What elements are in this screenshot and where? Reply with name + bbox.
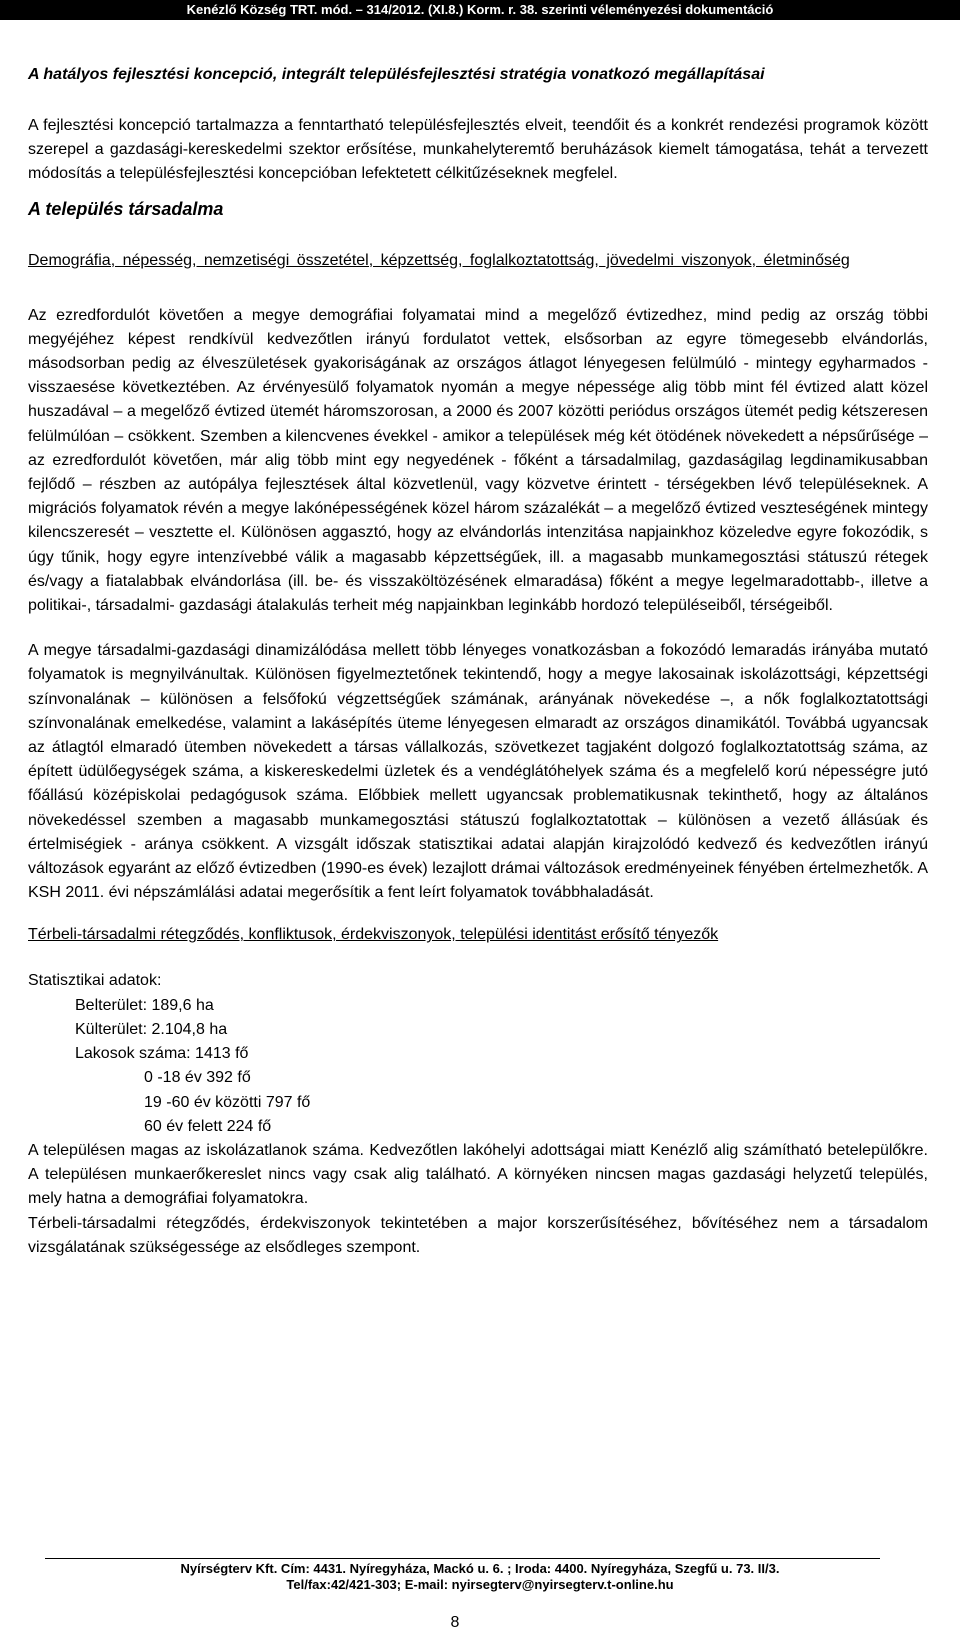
statistics-block [28, 969, 928, 1138]
demography-title: Demográfia, népesség, nemzetiségi összetétel, képzettség, foglalkoztatottság, jövedelmi viszonyok, életminőség [28, 251, 850, 269]
stat-age-60-plus: 60 év felett 224 fő [144, 1117, 272, 1135]
closing-paragraph-1: A településen magas az iskolázatlanok száma. Kedvezőtlen lakóhelyi adottságai miatt Kenézlő alig számítható betelepülőkre. A településen munkaerőkereslet nincs vagy csak alig található. A környéken nincsen magas gazdasági helyzetű település, mely hatna a demográfiai folyamatokra. [28, 1141, 928, 1208]
demography-paragraph-1: Az ezredfordulót követően a megye demográfiai folyamatai mind a megelőző évtizedhez, mind pedig az ország többi megyéjéhez képest rendkívül kedvezőtlen irányú fordulatot vettek, elsősorban az egyre tömegesebb elvándorlás, másodsorban pedig az élveszületések gyakoriságának az országos átlagot lényegesen felülmúló - mintegy egyharmados - visszaesése következtében. Az érvényesülő folyamatok nyomán a megye népessége alig több mint fél évtized alatt közel huszadával – a megelőző évtized ütemét háromszorosan, a 2000 és 2007 közötti periódus országos ütemét pedig kétszeresen felülmúlóan – csökkent. Szemben a kilencvenes évekkel - amikor a települések még két ötödének növekedett a népsűrűsége – az ezredfordulót követően, már alig több mint egy negyedének - főként a társadalmilag, gazdaságilag legdinamikusabban fejlődő – részben az autópálya fejlesztések által közvetlenül, vagy közvetve érintett - térségekben lévő településeknek. A migrációs folyamatok révén a megye lakónépességének közel három százalékát – a megelőző évtized veszteségének mintegy kilencszeresét – vesztette el. Különösen aggasztó, hogy az elvándorlás intenzitása napjainkhoz közeledve egyre fokozódik, s úgy tűnik, hogy egyre intenzívebbé válik a magasabb képzettségűek, ill. a magasabb munkamegosztási státuszú rétegek és/vagy a fiatalabbak elvándorlása (ill. be- és visszaköltözésének elmaradása) főként a megye legelmaradottabb-, illetve a politikai-, társadalmi- gazdasági átalakulás terheit még napjainkban leginkább hordozó településeiből, térségeiből. [28, 306, 928, 615]
main-heading: A hatályos fejlesztési koncepció, integrált településfejlesztési stratégia vonatkozó megállapításai [28, 66, 765, 83]
stat-age-19-60: 19 -60 év közötti 797 fő [144, 1093, 311, 1111]
stat-outer-area: Külterület: 2.104,8 ha [75, 1020, 228, 1038]
stat-inner-area: Belterület: 189,6 ha [75, 996, 214, 1014]
page-number: 8 [450, 1614, 460, 1631]
footer-address: Nyírségterv Kft. Cím: 4431. Nyíregyháza, Mackó u. 6. ; Iroda: 4400. Nyíregyháza, Szegfű u. 73. II/3. [180, 1561, 780, 1576]
page-content [28, 66, 928, 1260]
stat-population: Lakosok száma: 1413 fő [75, 1045, 249, 1063]
footer-divider [45, 1558, 880, 1559]
stat-age-0-18: 0 -18 év 392 fő [144, 1069, 251, 1087]
stratification-title: Térbeli-társadalmi rétegződés, konfliktusok, érdekviszonyok, települési identitást erősítő tényezők [28, 926, 719, 944]
society-heading: A település társadalma [28, 198, 224, 219]
footer-contact: Tel/fax:42/421-303; E-mail: nyirsegterv@nyirsegterv.t-online.hu [286, 1577, 674, 1592]
demography-paragraph-2: A megye társadalmi-gazdasági dinamizálódása mellett több lényeges vonatkozásban a fokozódó lemaradás irányába mutató folyamatok is megnyilvánultak. Különösen figyelmeztetőnek tekintendő, hogy a megye lakosainak iskolázottsági, képzettségi színvonalának – különösen a felsőfokú végzettségűek számának, arányának növekedése –, a nők foglalkoztatottsági színvonalának emelkedése, valamint a lakásépítés üteme lényegesen elmaradt az országos dinamikától. Továbbá ugyancsak az átlagtól elmaradó ütemben növekedett a társas vállalkozás, szövetkezet tagjaként dolgozó foglalkoztatottság száma, az épített üdülőegységek száma, a kiskereskedelmi üzletek és a vendéglátóhelyek száma és a megfelelő korú népességre jutó főállású középiskolai pedagógusok száma. Előbbiek mellett ugyancsak problematikusnak tekinthető, hogy az általános növekedéssel szemben a magasabb munkamegosztási státuszú foglalkoztatottak – különösen a vezető állásúak és értelmiségiek - aránya csökkent. A vizsgált időszak statisztikai adatai alapján kirajzolódó kedvező és kedvezőtlen irányú változások egyaránt az előző évtizedben (1990-es évek) lezajlott drámai változások eredményeinek fényében értelmezhetők. A KSH 2011. évi népszámlálási adatai megerősítik a fent leírt folyamatok továbbhaladását. [28, 642, 928, 902]
intro-paragraph: A fejlesztési koncepció tartalmazza a fenntartható településfejlesztés elveit, teendőit és a konkrét rendezési programok között szerepel a gazdasági-kereskedelmi szektor erősítése, munkahelyteremtő beruházások kiemelt támogatása, tehát a tervezett módosítás a településfejlesztési koncepcióban lefektetett célkitűzéseknek megfelel. [28, 117, 928, 183]
closing-paragraph-2: Térbeli-társadalmi rétegződés, érdekviszonyok tekintetében a major korszerűsítéséhez, bővítéséhez nem a társadalom vizsgálatának szükségessége az elsődleges szempont. [28, 1214, 928, 1256]
document-footer [0, 1561, 960, 1593]
stats-label: Statisztikai adatok: [28, 972, 162, 990]
document-header: Kenézlő Község TRT. mód. – 314/2012. (XI.8.) Korm. r. 38. szerinti véleményezési dokumentáció [0, 0, 960, 20]
